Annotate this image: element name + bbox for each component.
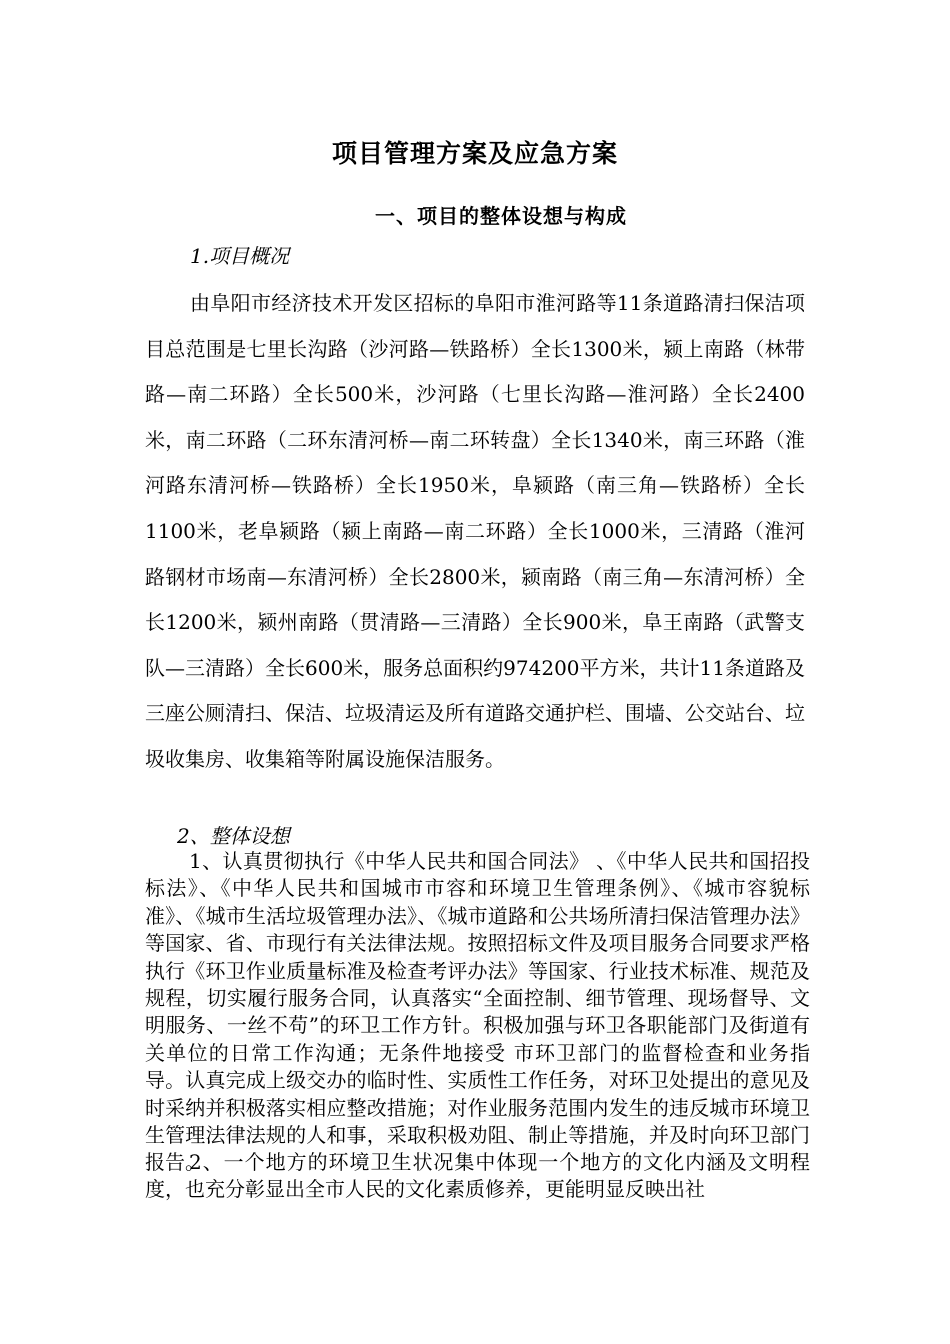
paragraph-plan-item-1: 1、认真贯彻执行《中华人民共和国合同法》 、《中华人民共和国招投标法》、《中华人民共和国城市市容和环境卫生管理条例》、《城市容貌标准》、《城市生活垃圾管理办法》、《城市道路和公共场所清扫保洁管理办法》等国家、省、市现行有关法律法规。按照招标文件及项目服务合同要求严格执行《环卫作业质量标准及检查考评办法》等国家、行业技术标准、规范及规程，切实履行服务合同，认真落实“全面控制、细节管理、现场督导、文明服务、一丝不苟”的环卫工作方针。积极加强与环卫各职能部门及街道有关单位的日常工作沟通；无条件地接受 市环卫部门的监督检查和业务指导。认真完成上级交办的临时性、实质性工作任务，对环卫处提出的意见及时采纳并积极落实相应整改措施；对作业服务范围内发生的违反城市环境卫生管理法律法规的人和事，采取积极劝阻、制止等措施，并及时向环卫部门报告。	[145, 849, 810, 1175]
document-title: 项目管理方案及应急方案	[331, 139, 618, 168]
subsection-heading-overall-plan: 2、整体设想	[177, 824, 290, 848]
paragraph-plan-item-2: 2、一个地方的环境卫生状况集中体现一个地方的文化内涵及文明程度，也充分彰显出全市人民的文化素质修养，更能明显反映出社	[145, 1150, 810, 1202]
paragraph-project-overview: 由阜阳市经济技术开发区招标的阜阳市淮河路等11条道路清扫保洁项目总范围是七里长沟路（沙河路—铁路桥）全长1300米，颍上南路（林带路—南二环路）全长500米，沙河路（七里长沟路—淮河路）全长2400米，南二环路（二环东清河桥—南二环转盘）全长1340米，南三环路（淮河路东清河桥—铁路桥）全长1950米，阜颍路（南三角—铁路桥）全长1100米，老阜颍路（颍上南路—南二环路）全长1000米，三清路（淮河路钢材市场南—东清河桥）全长2800米，颍南路（南三角—东清河桥）全长1200米，颍州南路（贯清路—三清路）全长900米，阜王南路（武警支队—三清路）全长600米，服务总面积约974200平方米，共计11条道路及三座公厕清扫、保洁、垃圾清运及所有道路交通护栏、围墙、公交站台、垃圾收集房、收集箱等附属设施保洁服务。	[145, 291, 805, 771]
subsection-heading-overview: 1.项目概况	[190, 244, 290, 268]
section-heading: 一、项目的整体设想与构成	[375, 204, 627, 228]
